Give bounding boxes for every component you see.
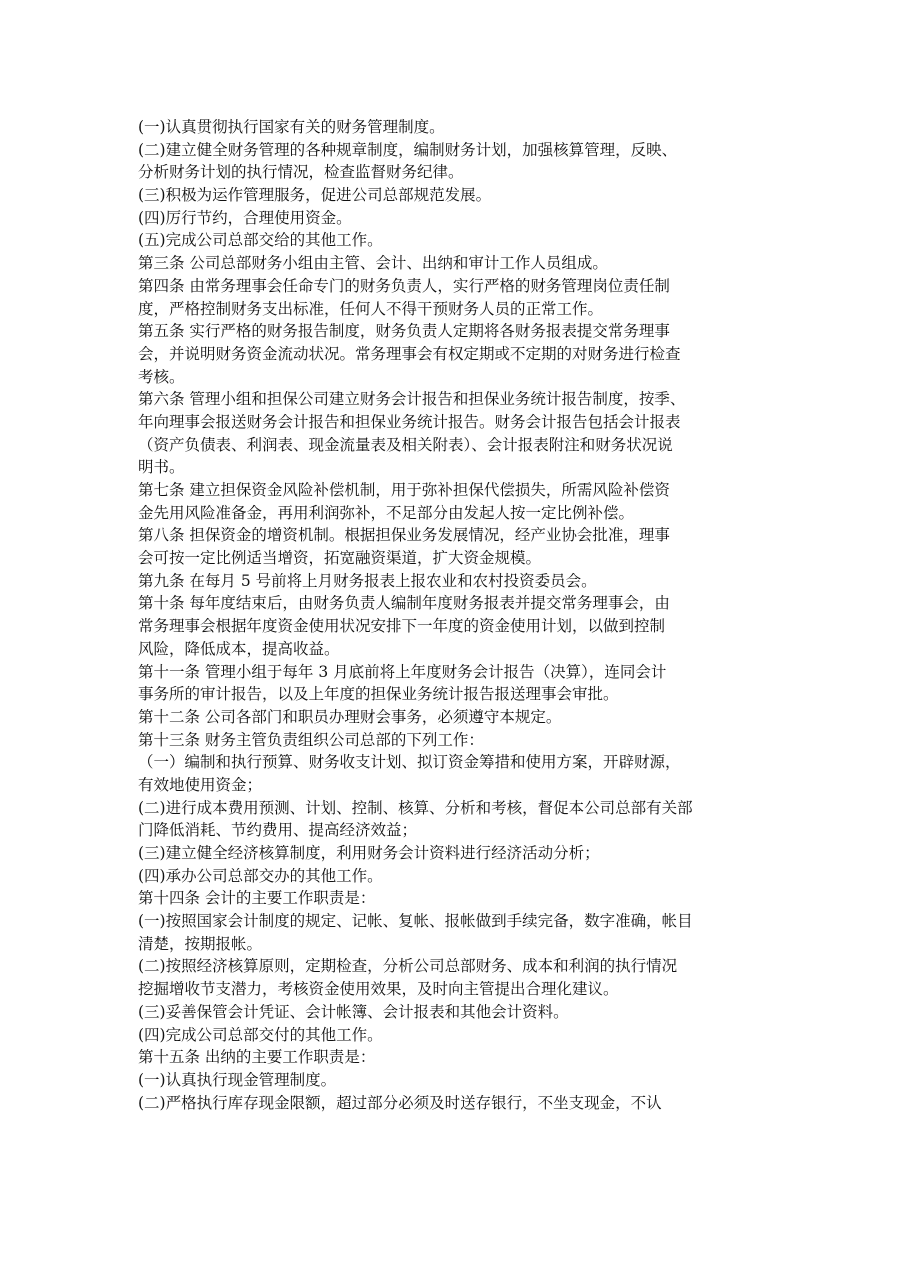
text-line: 度，严格控制财务支出标准，任何人不得干预财务人员的正常工作。 <box>138 299 604 318</box>
text-line: 第七条 建立担保资金风险补偿机制，用于弥补担保代偿损失，所需风险补偿资 <box>138 481 670 499</box>
text-line: 第五条 实行严格的财务报告制度，财务负责人定期将各财务报表提交常务理事 <box>138 322 670 341</box>
text-line: 明书。 <box>138 458 185 477</box>
text-line: (二)建立健全财务管理的各种规章制度，编制财务计划，加强核算管理，反映、 <box>138 140 678 159</box>
text-line: (四)厉行节约，合理使用资金。 <box>138 208 352 227</box>
text-line: (四)承办公司总部交办的其他工作。 <box>138 866 383 885</box>
text-line: 第三条 公司总部财务小组由主管、会计、出纳和审计工作人员组成。 <box>138 254 608 273</box>
text-line: (二)进行成本费用预测、计划、控制、核算、分析和考核，督促本公司总部有关部 <box>138 798 693 817</box>
text-line: （资产负债表、利润表、现金流量表及相关附表）、会计报表附注和财务状况说 <box>138 435 673 454</box>
text-line: 考核。 <box>138 367 185 386</box>
text-line: 有效地使用资金； <box>138 775 263 794</box>
text-line: 第十四条 会计的主要工作职责是： <box>138 889 376 908</box>
text-line: (三)建立健全经济核算制度，利用财务会计资料进行经济活动分析； <box>138 844 600 862</box>
text-line: 第四条 由常务理事会任命专门的财务负责人，实行严格的财务管理岗位责任制 <box>138 276 670 295</box>
text-line: 第六条 管理小组和担保公司建立财务会计报告和担保业务统计报告制度，按季、 <box>138 390 686 409</box>
text-line: 会可按一定比例适当增资，拓宽融资渠道，扩大资金规模。 <box>138 549 542 568</box>
text-line: 会，并说明财务资金流动状况。常务理事会有权定期或不定期的对财务进行检查 <box>138 344 681 363</box>
text-line: 第十一条 管理小组于每年 3 月底前将上年度财务会计报告（决算），连同会计 <box>138 662 667 681</box>
text-line: 第十三条 财务主管负责组织公司总部的下列工作： <box>138 730 484 749</box>
text-line: 风险，降低成本，提高收益。 <box>138 639 340 658</box>
text-line: (四)完成公司总部交付的其他工作。 <box>138 1025 383 1044</box>
text-line: (二)按照经济核算原则，定期检查，分析公司总部财务、成本和利润的执行情况 <box>138 957 678 976</box>
text-line: (一)认真贯彻执行国家有关的财务管理制度。 <box>138 118 445 136</box>
text-line: 常务理事会根据年度资金使用状况安排下一年度的资金使用计划，以做到控制 <box>138 617 666 636</box>
text-line: 第九条 在每月 5 号前将上月财务报表上报农业和农村投资委员会。 <box>138 571 597 590</box>
text-line: (三)妥善保管会计凭证、会计帐簿、会计报表和其他会计资料。 <box>138 1002 569 1021</box>
text-line: 清楚，按期报帐。 <box>138 934 263 953</box>
text-line: （一）编制和执行预算、财务收支计划、拟订资金筹措和使用方案，开辟财源， <box>138 753 681 772</box>
document-body <box>138 116 778 1114</box>
text-line: (一)认真执行现金管理制度。 <box>138 1070 337 1089</box>
text-line: 第十二条 公司各部门和职员办理财会事务，必须遵守本规定。 <box>138 707 562 726</box>
text-line: 分析财务计划的执行情况，检查监督财务纪律。 <box>138 163 464 182</box>
text-line: 第八条 担保资金的增资机制。根据担保业务发展情况，经产业协会批准，理事 <box>138 526 670 545</box>
text-line: (一)按照国家会计制度的规定、记帐、复帐、报帐做到手续完备，数字准确，帐目 <box>138 912 693 931</box>
text-line: 金先用风险准备金，再用利润弥补，不足部分由发起人按一定比例补偿。 <box>138 503 635 522</box>
text-line: (三)积极为运作管理服务，促进公司总部规范发展。 <box>138 186 492 205</box>
text-line: 年向理事会报送财务会计报告和担保业务统计报告。财务会计报告包括会计报表 <box>138 412 681 431</box>
text-line: (二)严格执行库存现金限额，超过部分必须及时送存银行，不坐支现金，不认 <box>138 1093 662 1112</box>
text-line: 第十条 每年度结束后，由财务负责人编制年度财务报表并提交常务理事会，由 <box>138 594 670 613</box>
text-line: 事务所的审计报告，以及上年度的担保业务统计报告报送理事会审批。 <box>138 685 619 704</box>
text-line: 挖掘增收节支潜力，考核资金使用效果，及时向主管提出合理化建议。 <box>138 980 619 999</box>
text-line: (五)完成公司总部交给的其他工作。 <box>138 231 383 250</box>
text-line: 第十五条 出纳的主要工作职责是： <box>138 1048 376 1067</box>
text-line: 门降低消耗、节约费用、提高经济效益； <box>138 821 418 840</box>
